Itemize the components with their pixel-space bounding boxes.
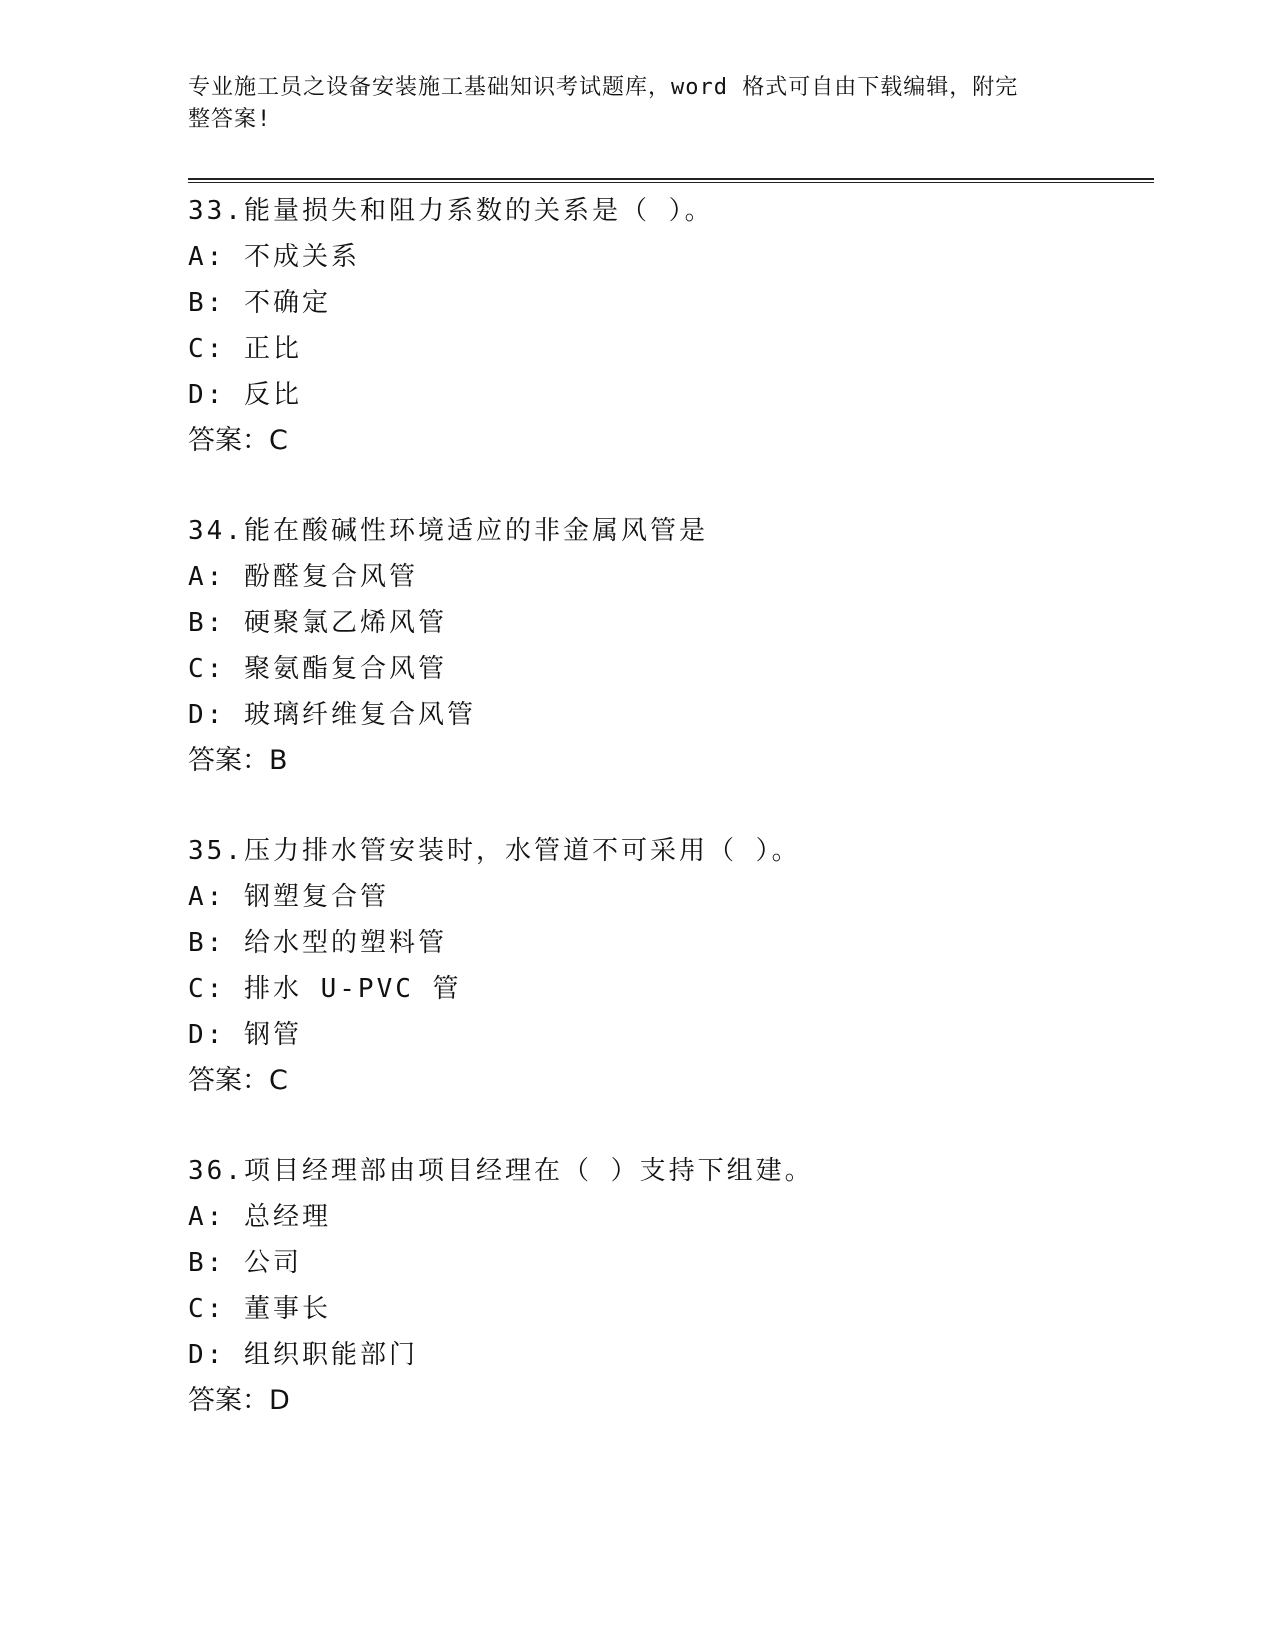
question-title: 34.能在酸碱性环境适应的非金属风管是 [188,516,708,546]
answer-line: 答案：C [188,1065,288,1096]
question-title: 33.能量损失和阻力系数的关系是（ ）。 [188,196,714,226]
option-c: C: 董事长 [188,1294,331,1324]
option-d: D: 反比 [188,380,302,410]
question-title: 35.压力排水管安装时，水管道不可采用（ ）。 [188,836,801,866]
question-35 [188,828,1188,1104]
option-b: B: 给水型的塑料管 [188,928,447,958]
option-c: C: 正比 [188,334,302,364]
option-d: D: 组织职能部门 [188,1340,418,1370]
option-d: D: 钢管 [188,1020,302,1050]
answer-line: 答案：B [188,745,288,776]
option-a: A: 不成关系 [188,242,360,272]
header-divider [188,178,1154,183]
option-a: A: 酚醛复合风管 [188,562,418,592]
question-33 [188,188,1188,464]
option-d: D: 玻璃纤维复合风管 [188,700,476,730]
answer-line: 答案：D [188,1385,290,1416]
header-line-1: 专业施工员之设备安装施工基础知识考试题库，word 格式可自由下载编辑，附完 [188,75,1019,100]
answer-line: 答案：C [188,425,288,456]
question-title: 36.项目经理部由项目经理在（ ）支持下组建。 [188,1156,814,1186]
option-a: A: 钢塑复合管 [188,882,389,912]
question-36 [188,1148,1188,1424]
option-c: C: 聚氨酯复合风管 [188,654,447,684]
option-b: B: 公司 [188,1248,302,1278]
question-34 [188,508,1188,784]
option-b: B: 不确定 [188,288,331,318]
option-c: C: 排水 U-PVC 管 [188,974,462,1004]
header-line-2: 整答案! [188,107,272,132]
option-a: A: 总经理 [188,1202,331,1232]
option-b: B: 硬聚氯乙烯风管 [188,608,447,638]
document-header [188,72,1068,136]
